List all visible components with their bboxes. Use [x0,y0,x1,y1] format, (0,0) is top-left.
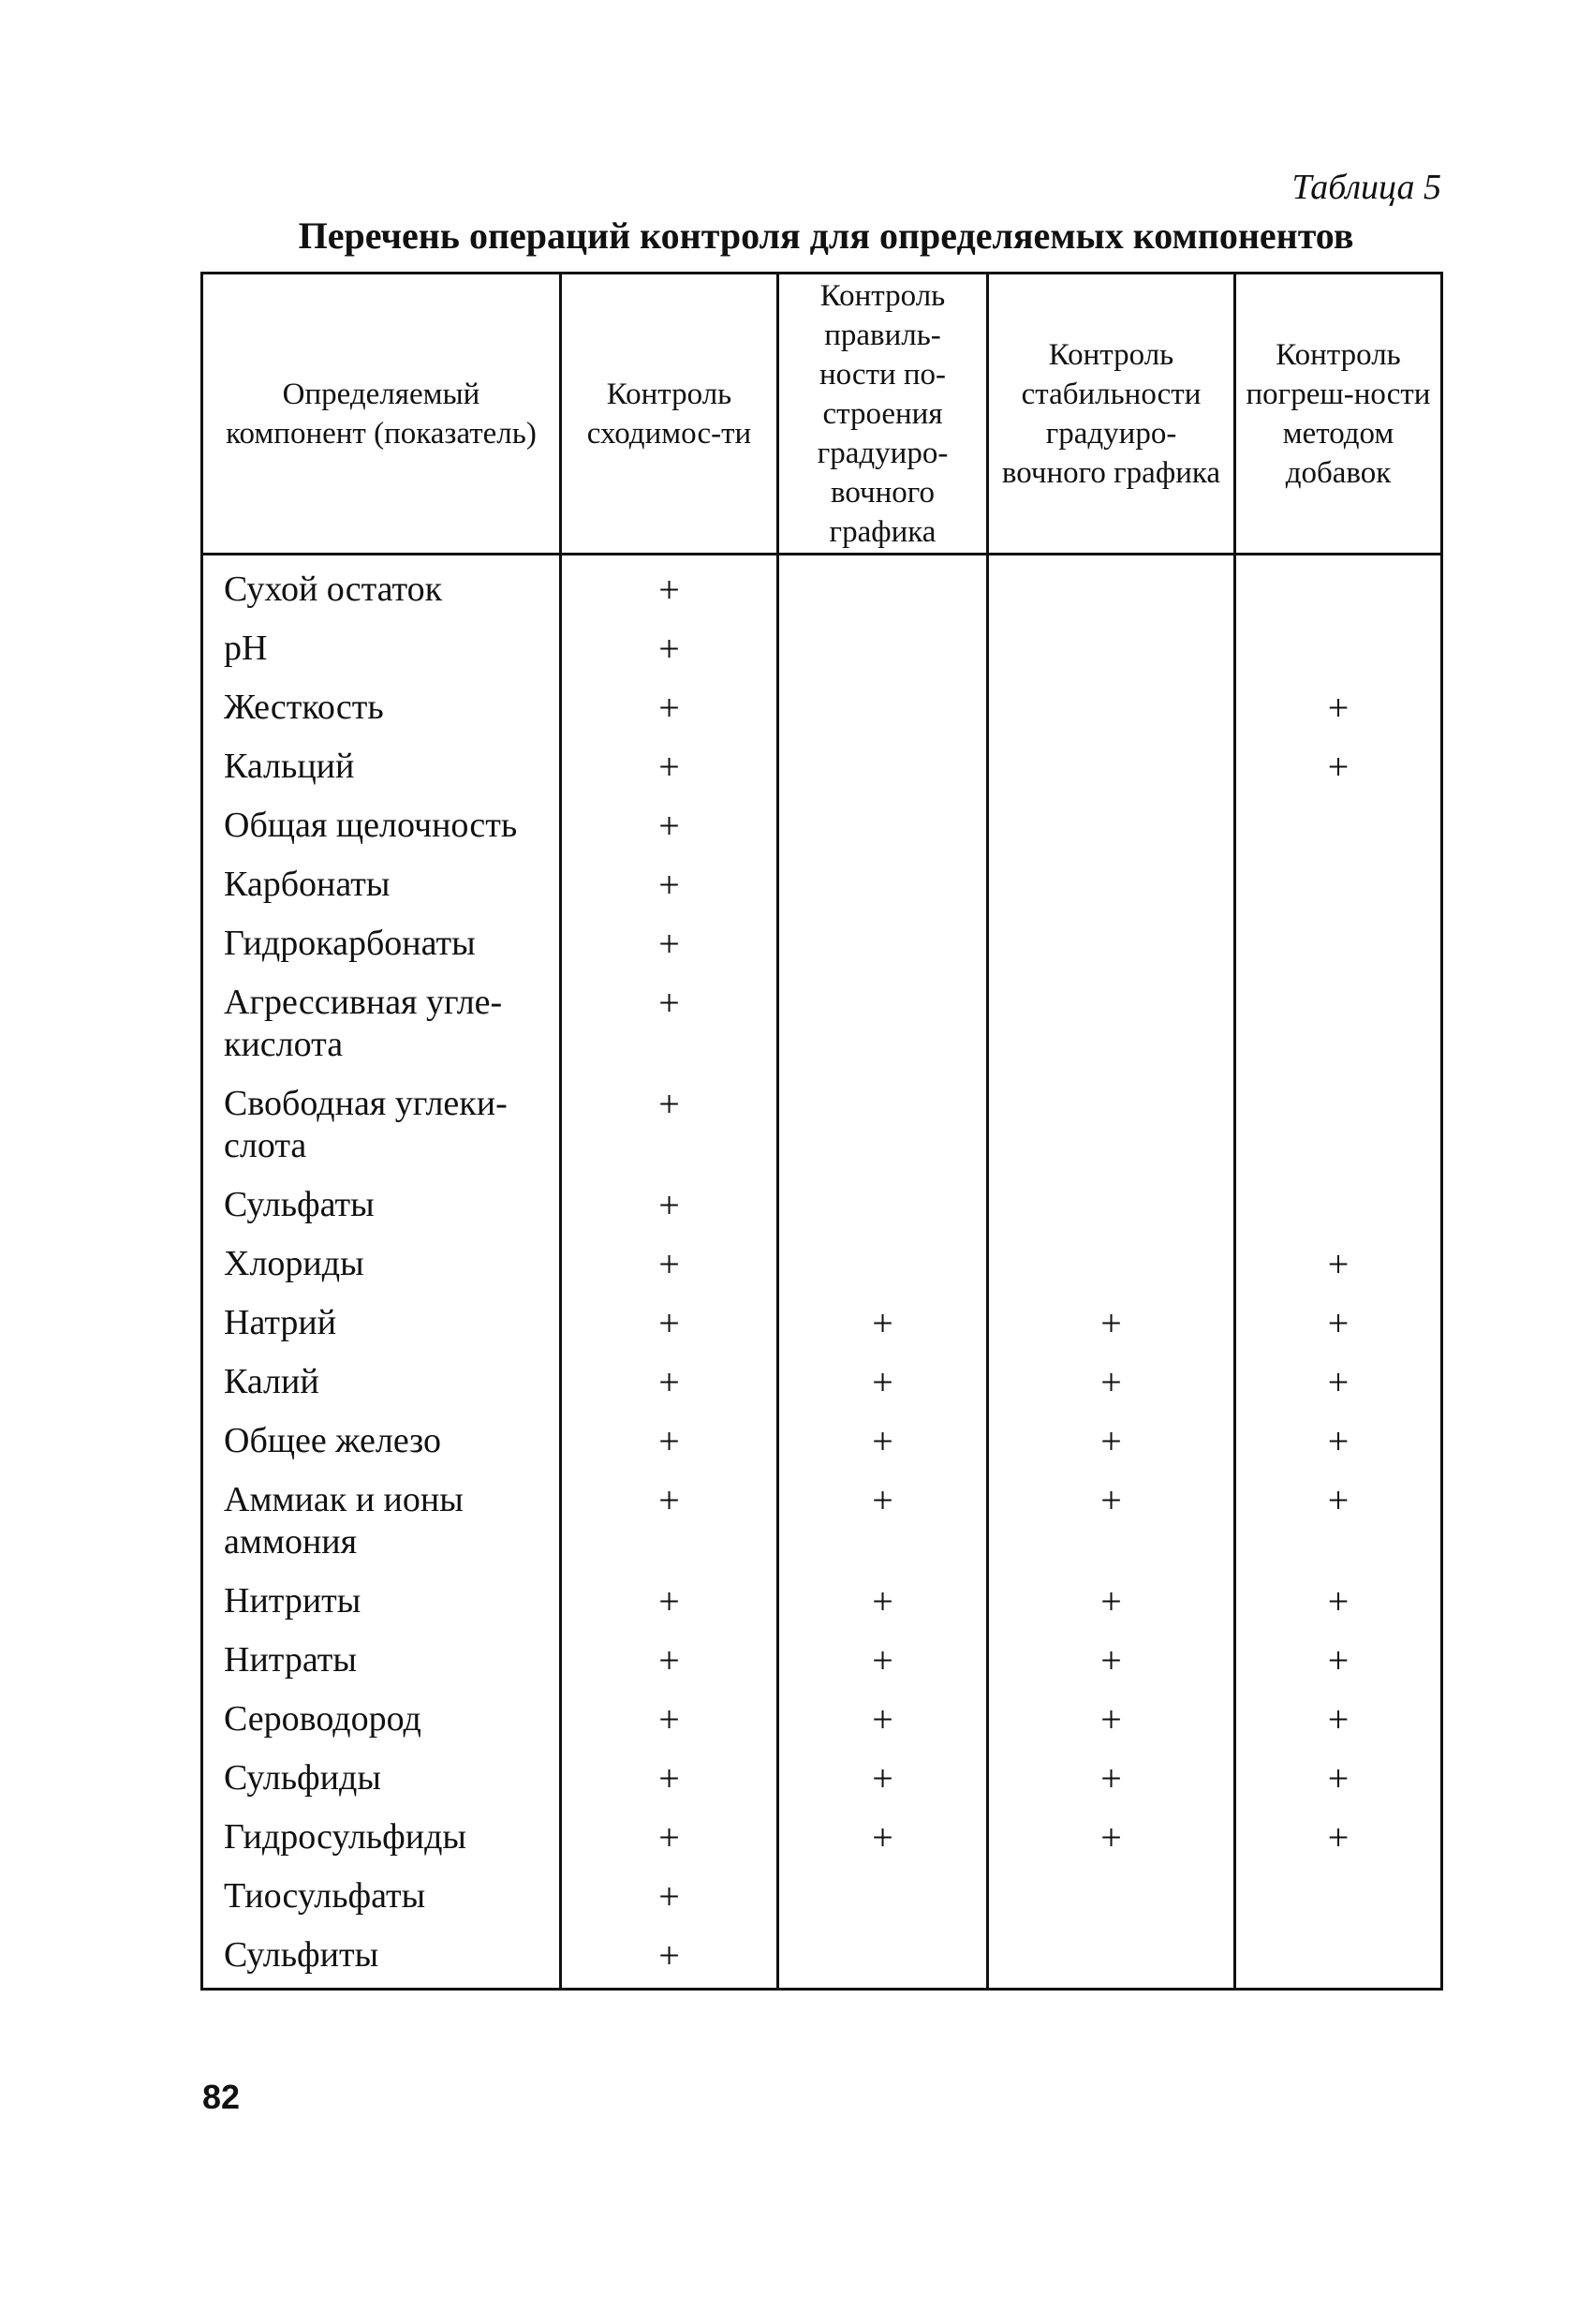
control-mark-cell: + [778,1572,988,1631]
component-name-cell: Сульфаты [202,1176,561,1235]
control-mark-cell [778,1176,988,1235]
table-row [202,855,1442,914]
column-header-additive-error: Контроль погреш-ности методом добавок [1235,274,1442,555]
control-mark-cell: + [1235,1749,1442,1808]
table-row [202,1074,1442,1176]
control-mark-cell [1235,1867,1442,1926]
control-mark-cell: + [1235,678,1442,737]
control-operations-table [200,272,1443,1991]
component-name-cell: Жесткость [202,678,561,737]
control-mark-cell: + [561,678,778,737]
table-row [202,1808,1442,1867]
control-mark-cell [988,555,1235,620]
control-mark-cell: + [1235,1572,1442,1631]
control-mark-cell [1235,619,1442,678]
control-mark-cell: + [778,1690,988,1749]
control-mark-cell [778,973,988,1074]
control-mark-cell [988,678,1235,737]
control-mark-cell: + [561,1572,778,1631]
control-mark-cell: + [561,1074,778,1176]
table-row [202,555,1442,620]
control-mark-cell [988,1176,1235,1235]
control-mark-cell: + [988,1353,1235,1412]
header-row [202,274,1442,555]
control-mark-cell [778,555,988,620]
control-mark-cell: + [778,1749,988,1808]
control-mark-cell [778,1867,988,1926]
column-header-calibration-stability: Контроль стабильности градуиро-вочного графика [988,274,1235,555]
control-mark-cell [778,855,988,914]
control-mark-cell [778,678,988,737]
control-mark-cell [1235,1074,1442,1176]
control-mark-cell: + [1235,1412,1442,1471]
control-mark-cell [1235,973,1442,1074]
control-mark-cell [778,619,988,678]
control-mark-cell: + [561,1471,778,1572]
component-name-cell: Нитриты [202,1572,561,1631]
column-header-calibration-correctness: Контроль правиль-ности по-строения градуиро-вочного графика [778,274,988,555]
control-mark-cell: + [988,1294,1235,1353]
control-mark-cell: + [561,1176,778,1235]
control-mark-cell: + [561,796,778,855]
control-mark-cell: + [1235,737,1442,796]
table-row [202,1412,1442,1471]
control-mark-cell: + [988,1572,1235,1631]
component-name-cell: Сухой остаток [202,555,561,620]
table-row [202,1176,1442,1235]
component-name-cell: Карбонаты [202,855,561,914]
control-mark-cell [1235,855,1442,914]
table-title: Перечень операций контроля для определяемых компонентов [298,215,1354,257]
table-row [202,973,1442,1074]
control-mark-cell: + [561,914,778,973]
table-row [202,1690,1442,1749]
control-mark-cell [1235,1176,1442,1235]
control-mark-cell [988,855,1235,914]
control-mark-cell: + [1235,1808,1442,1867]
component-name-cell: Тиосульфаты [202,1867,561,1926]
component-name-cell: Нитраты [202,1631,561,1690]
table-row [202,619,1442,678]
table-row [202,1867,1442,1926]
control-mark-cell: + [1235,1235,1442,1294]
component-name-cell: Свободная углеки-слота [202,1074,561,1176]
control-mark-cell: + [561,1631,778,1690]
component-name-cell: Аммиак и ионы аммония [202,1471,561,1572]
control-mark-cell [988,1926,1235,1990]
component-name-cell: Сероводород [202,1690,561,1749]
control-mark-cell: + [561,1353,778,1412]
control-mark-cell: + [561,619,778,678]
control-mark-cell: + [561,1294,778,1353]
control-mark-cell [988,796,1235,855]
component-name-cell: Натрий [202,1294,561,1353]
column-header-convergence: Контроль сходимос-ти [561,274,778,555]
control-mark-cell [778,1074,988,1176]
control-mark-cell: + [988,1690,1235,1749]
component-name-cell: Общее железо [202,1412,561,1471]
control-mark-cell: + [561,1808,778,1867]
control-mark-cell [988,619,1235,678]
control-mark-cell [1235,1926,1442,1990]
control-mark-cell [988,973,1235,1074]
control-mark-cell: + [778,1294,988,1353]
table-row [202,678,1442,737]
table-row [202,1749,1442,1808]
table-row [202,1926,1442,1990]
control-mark-cell: + [988,1808,1235,1867]
control-mark-cell [778,737,988,796]
table-row [202,1294,1442,1353]
control-mark-cell: + [561,737,778,796]
control-mark-cell [1235,555,1442,620]
control-mark-cell: + [561,555,778,620]
control-mark-cell: + [1235,1294,1442,1353]
table-row [202,796,1442,855]
control-mark-cell [988,1867,1235,1926]
component-name-cell: Хлориды [202,1235,561,1294]
control-mark-cell: + [561,1412,778,1471]
control-mark-cell [988,914,1235,973]
table-row [202,914,1442,973]
control-mark-cell: + [778,1353,988,1412]
control-mark-cell: + [778,1808,988,1867]
control-mark-cell [1235,796,1442,855]
table-row [202,1631,1442,1690]
control-mark-cell: + [561,973,778,1074]
control-mark-cell [988,1074,1235,1176]
table-body [202,555,1442,1990]
component-name-cell: Кальций [202,737,561,796]
component-name-cell: Агрессивная угле-кислота [202,973,561,1074]
control-mark-cell: + [561,855,778,914]
control-mark-cell [778,1926,988,1990]
control-mark-cell [778,914,988,973]
control-mark-cell: + [561,1749,778,1808]
control-mark-cell: + [778,1412,988,1471]
page-number: 82 [202,2078,241,2116]
control-mark-cell: + [1235,1690,1442,1749]
control-mark-cell: + [988,1471,1235,1572]
control-mark-cell: + [1235,1631,1442,1690]
control-mark-cell [778,796,988,855]
control-mark-cell: + [988,1412,1235,1471]
component-name-cell: Гидрокарбонаты [202,914,561,973]
component-name-cell: Общая щелочность [202,796,561,855]
table-row [202,1471,1442,1572]
control-mark-cell [988,1235,1235,1294]
control-mark-cell [1235,914,1442,973]
table-row [202,737,1442,796]
control-mark-cell [988,737,1235,796]
control-mark-cell: + [778,1471,988,1572]
component-name-cell: Сульфиды [202,1749,561,1808]
control-mark-cell: + [561,1926,778,1990]
component-name-cell: Калий [202,1353,561,1412]
component-name-cell: Сульфиты [202,1926,561,1990]
control-mark-cell: + [778,1631,988,1690]
control-mark-cell: + [988,1631,1235,1690]
table-row [202,1572,1442,1631]
control-mark-cell: + [988,1749,1235,1808]
control-mark-cell [778,1235,988,1294]
column-header-component: Определяемый компонент (показатель) [202,274,561,555]
component-name-cell: pH [202,619,561,678]
control-mark-cell: + [1235,1353,1442,1412]
control-mark-cell: + [561,1690,778,1749]
component-name-cell: Гидросульфиды [202,1808,561,1867]
control-mark-cell: + [1235,1471,1442,1572]
table-row [202,1235,1442,1294]
control-mark-cell: + [561,1235,778,1294]
control-mark-cell: + [561,1867,778,1926]
table-row [202,1353,1442,1412]
table-caption: Таблица 5 [1291,168,1441,207]
